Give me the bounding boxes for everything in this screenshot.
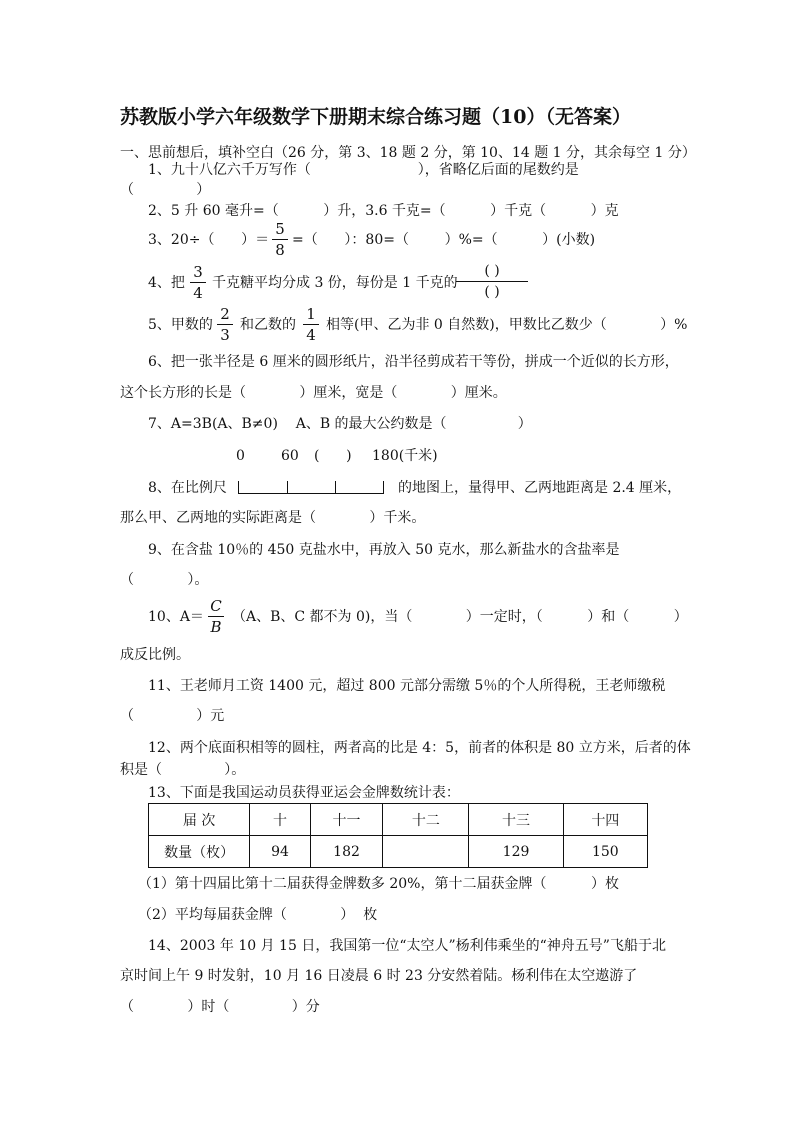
- table-header-cell: 届 次: [149, 804, 250, 836]
- question-6-line-2: 这个长方形的长是（ ）厘米，宽是（ ）厘米。: [120, 385, 507, 401]
- question-5-fraction-2: [303, 305, 319, 344]
- table-cell: 182: [310, 836, 382, 868]
- fraction-bar: [456, 281, 528, 282]
- question-9-line-2: （ ）。: [120, 572, 209, 588]
- section-heading: 一、思前想后，填补空白（26 分，第 3、18 题 2 分，第 10、14 题 1 分，其余每空 1 分）: [120, 145, 696, 161]
- fraction-bar: [217, 324, 233, 325]
- question-4-part-2: 千克糖平均分成 3 份，每份是 1 千克的: [212, 275, 458, 291]
- table-header-cell: 十四: [563, 804, 647, 836]
- question-10-line-2: 成反比例。: [120, 647, 190, 663]
- fraction-bar: [303, 324, 319, 325]
- answer-numerator-blank: ( ): [484, 263, 500, 279]
- question-7: 7、A=3B(A、B≠0) A、B 的最大公约数是（ ）: [148, 416, 532, 432]
- table-cell: [383, 836, 469, 868]
- question-12-line-2: 积是（ ）。: [120, 762, 246, 778]
- question-11-line-2: （ ）元: [120, 708, 225, 724]
- fraction-numerator: 2: [220, 305, 230, 323]
- question-4-fraction: [190, 263, 206, 302]
- table-header-cell: 十一: [310, 804, 382, 836]
- fraction-denominator: 4: [193, 284, 203, 302]
- fraction-numerator: C: [210, 597, 222, 615]
- table-cell: 数量（枚）: [149, 836, 250, 868]
- scale-label-60: 60: [281, 448, 299, 464]
- fraction-denominator: 4: [306, 326, 316, 344]
- table-cell: 150: [563, 836, 647, 868]
- question-3-part-1: 3、20÷（ ）＝: [148, 232, 270, 248]
- scale-tick: [335, 481, 336, 493]
- fraction-denominator: B: [210, 618, 222, 636]
- question-8-part-1: 8、在比例尺: [148, 480, 227, 496]
- table-row: [149, 836, 648, 868]
- fraction-bar: [208, 616, 224, 617]
- question-4-part-1: 4、把: [148, 275, 185, 291]
- fraction-numerator: 5: [275, 220, 285, 238]
- fraction-denominator: 3: [220, 326, 230, 344]
- question-8-line-2: 那么甲、乙两地的实际距离是（ ）千米。: [120, 510, 426, 526]
- fraction-numerator: 1: [306, 305, 316, 323]
- question-10-part-1: 10、A＝: [148, 609, 204, 625]
- question-1-line-1: 1、九十八亿六千万写作（ ），省略亿后面的尾数约是: [148, 162, 579, 178]
- question-3-fraction: [272, 220, 288, 259]
- scale-tick: [287, 481, 288, 493]
- question-3-part-2: =（ ）：80=（ ）%=（ ）(小数): [292, 232, 596, 248]
- question-14-line-3: （ ）时（ ）分: [120, 999, 320, 1015]
- fraction-denominator: 8: [275, 241, 285, 259]
- medal-table: [148, 803, 648, 868]
- table-header-cell: 十: [250, 804, 311, 836]
- page-title: 苏教版小学六年级数学下册期末综合练习题（10）（无答案）: [120, 106, 631, 128]
- scale-label-blank: ( ): [314, 448, 352, 464]
- table-cell: 129: [469, 836, 563, 868]
- table-header-cell: 十二: [383, 804, 469, 836]
- question-5-part-1: 5、甲数的: [148, 317, 213, 333]
- question-5-part-2: 和乙数的: [240, 317, 296, 333]
- table-row: [149, 804, 648, 836]
- question-6-line-1: 6、把一张半径是 6 厘米的圆形纸片，沿半径剪成若干等份，拼成一个近似的长方形，: [148, 354, 679, 370]
- question-14-line-1: 14、2003 年 10 月 15 日，我国第一位“太空人”杨利伟乘坐的“神舟五号”飞船于北: [148, 938, 666, 954]
- question-1-line-2: （ ）: [120, 182, 211, 198]
- map-scale-bar: [238, 480, 384, 494]
- question-14-line-2: 京时间上午 9 时发射，10 月 16 日凌晨 6 时 23 分安然着陆。杨利伟在太空遨游了: [120, 968, 638, 984]
- scale-tick: [238, 481, 239, 493]
- question-9-line-1: 9、在含盐 10％的 450 克盐水中，再放入 50 克水，那么新盐水的含盐率是: [148, 542, 620, 558]
- question-12-line-1: 12、两个底面积相等的圆柱，两者高的比是 4：5，前者的体积是 80 立方米，后者的体: [148, 740, 691, 756]
- question-5-fraction-1: [217, 305, 233, 344]
- scale-label-180: 180(千米): [372, 448, 438, 464]
- question-2: 2、5 升 60 毫升=（ ）升，3.6 千克=（ ）千克（ ）克: [148, 203, 619, 219]
- question-13-intro: 13、下面是我国运动员获得亚运会金牌数统计表：: [148, 785, 460, 801]
- question-10-part-2: （A、B、C 都不为 0)，当（ ）一定时，（ ）和（ ）: [232, 609, 688, 625]
- table-header-cell: 十三: [469, 804, 563, 836]
- question-8-part-2: 的地图上，量得甲、乙两地距离是 2.4 厘米，: [398, 480, 682, 496]
- question-10-fraction: [208, 597, 224, 636]
- question-13-sub-2: （2）平均每届获金牌（ ） 枚: [138, 907, 378, 923]
- question-5-part-3: 相等(甲、乙为非 0 自然数)，甲数比乙数少（ ）%: [326, 317, 688, 333]
- question-11-line-1: 11、王老师月工资 1400 元，超过 800 元部分需缴 5％的个人所得税，王老师缴税: [148, 678, 666, 694]
- question-4-answer-fraction: [456, 262, 528, 301]
- question-13-sub-1: （1）第十四届比第十二届获得金牌数多 20%，第十二届获金牌（ ）枚: [138, 876, 619, 892]
- fraction-bar: [272, 239, 288, 240]
- fraction-numerator: 3: [193, 263, 203, 281]
- fraction-bar: [190, 282, 206, 283]
- scale-tick: [383, 481, 384, 493]
- scale-label-0: 0: [236, 448, 245, 464]
- table-cell: 94: [250, 836, 311, 868]
- answer-denominator-blank: ( ): [484, 284, 500, 300]
